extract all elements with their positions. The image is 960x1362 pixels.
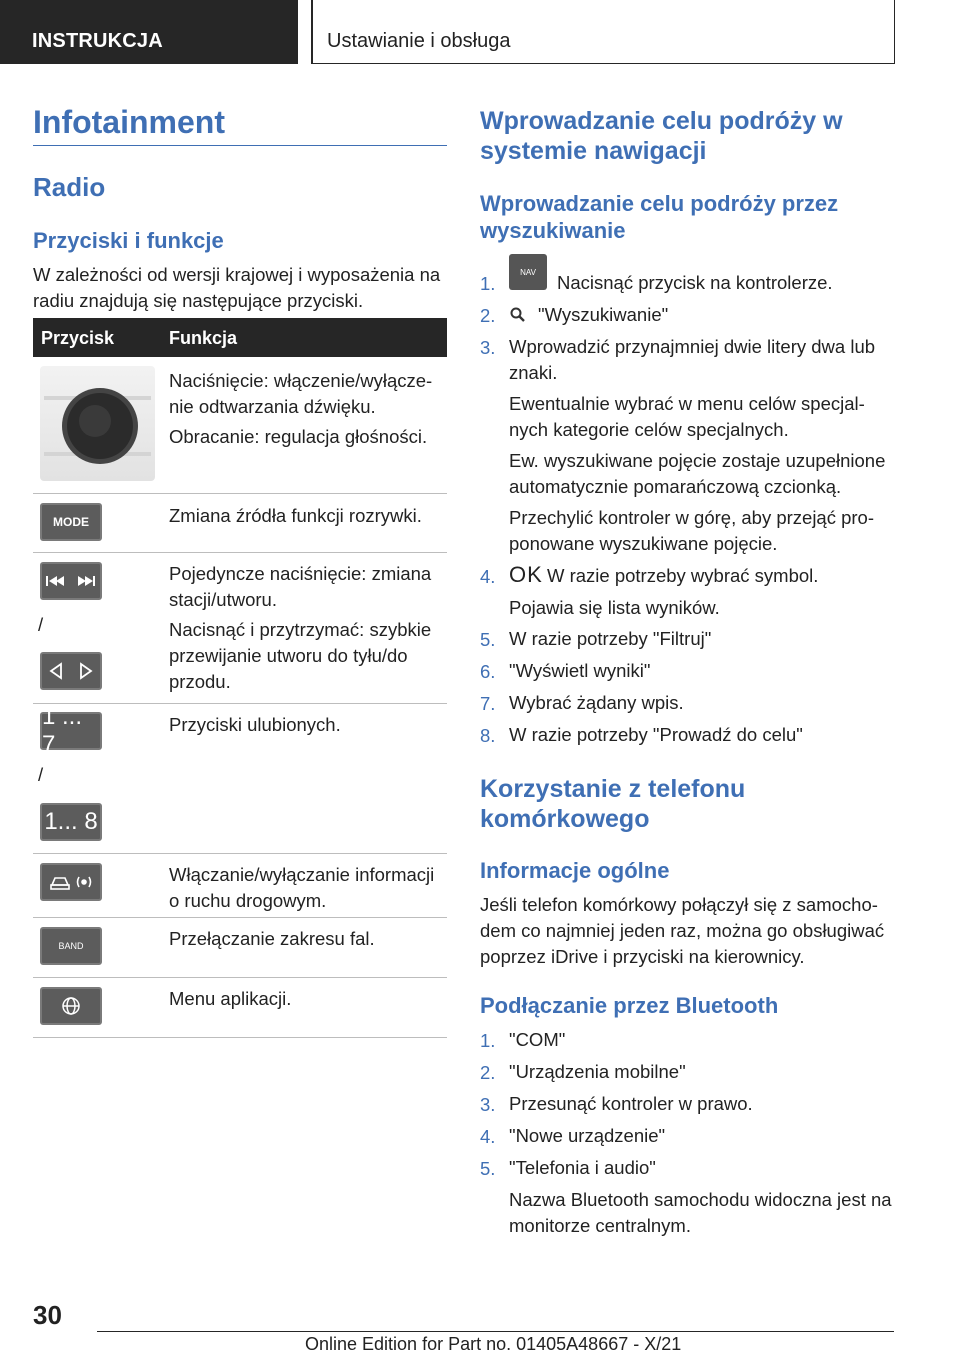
section-navigation: Wprowadzanie celu podróży w systemie nawigacji [480,107,843,165]
step-text: "Nowe urządzenie" [509,1125,666,1146]
row-divider [33,917,447,918]
step-number: 3. [480,337,496,358]
step-number: 4. [480,1126,496,1147]
row-divider [33,552,447,553]
step-text: "Telefonia i audio" [509,1157,656,1178]
step-number: 4. [480,566,496,587]
header-left-label: INSTRUKCJA [32,30,163,52]
row-divider [33,493,447,494]
step-number: 2. [480,1062,496,1083]
title-rule [33,145,447,146]
step-text: "Urządzenia mobilne" [509,1061,686,1082]
section-radio: Radio [33,172,106,202]
mode-button-icon: MODE [40,503,102,541]
row-divider [33,853,447,854]
skip-prev-next-icon [42,571,100,591]
seek-buttons-icon [40,652,102,690]
row3-text-a: Pojedyncze naciśnięcie: zmiana stacji/utworu. [169,563,432,610]
step-number: 3. [480,1094,496,1115]
favorites-1-8-icon: 1... 8 [40,803,102,841]
row1-text-a: Naciśnięcie: włączenie/wyłącze-nie odtwarzania dźwięku. [169,370,433,417]
step-number: 8. [480,725,496,746]
section-phone: Korzystanie z telefonu komórkowego [480,775,746,833]
step-text: Wprowadzić przynajmniej dwie litery dwa lub znaki. [509,336,876,383]
step-text: W razie potrzeby "Prowadź do celu" [509,724,803,745]
row-divider [33,1037,447,1038]
step-text: Przesunąć kontroler w prawo. [509,1093,753,1114]
skip-buttons-icon [40,562,102,600]
row5-text: Włączanie/wyłączanie informacji o ruchu drogowym. [169,864,435,911]
step-text: W razie potrzeby wybrać symbol. [547,565,819,586]
step-number: 5. [480,1158,496,1179]
step-text-extra: Ew. wyszukiwane pojęcie zostaje uzupełnione automatycznie pomarańczową czcionką. [509,450,886,497]
row1-text-b: Obracanie: regulacja głośności. [169,426,428,447]
footer-edition: Online Edition for Part no. 01405A48667 - X/21 [305,1334,682,1354]
nav-button-icon: NAV [509,254,547,290]
subsection-search: Wprowadzanie celu podróży przez wyszukiwanie [480,191,839,243]
row6-text: Przełączanie zakresu fal. [169,928,375,949]
general-text: Jeśli telefon komórkowy połączył się z samocho-dem co najmniej jeden raz, można go obsługiwać poprzez iDrive i przyciski na kierownicy. [480,894,885,967]
step-text: "COM" [509,1029,566,1050]
apps-menu-icon [40,987,102,1025]
header-right-label: Ustawianie i obsługa [327,30,511,52]
globe-icon [60,995,82,1017]
footer-rule [97,1331,894,1332]
step-number: 5. [480,629,496,650]
band-button-icon: BAND [40,927,102,965]
favorites-1-7-icon: 1 ... 7 [40,712,102,750]
step-text-extra: Nazwa Bluetooth samochodu widoczna jest na monitorze centralnym. [509,1189,892,1236]
row3-text-b: Nacisnąć i przytrzymać: szybkie przewijanie utworu do tyłu/do przodu. [169,619,432,692]
step-number: 1. [480,1030,496,1051]
step-text: Nacisnąć przycisk na kontrolerze. [557,272,833,293]
row-divider [33,977,447,978]
intro-text: W zależności od wersji krajowej i wyposażenia na radiu znajdują się następujące przyciski. [33,264,441,311]
step-number: 1. [480,273,496,294]
col-przycisk: Przycisk [41,328,115,348]
row4-separator: / [38,764,44,785]
col-funkcja: Funkcja [169,328,238,348]
subsection-buttons: Przyciski i funkcje [33,228,224,253]
step-number: 7. [480,693,496,714]
row7-text: Menu aplikacji. [169,988,292,1009]
step-text-extra: Przechylić kontroler w górę, aby przejąć pro-ponowane wyszukiwane pojęcie. [509,507,875,554]
table-header [33,318,447,357]
header-tab-instrukcja [0,0,298,64]
subsection-general: Informacje ogólne [480,858,670,883]
ok-icon: OK [509,562,543,587]
seek-left-right-icon [42,661,100,681]
car-signal-icon [46,871,96,893]
page-title: Infotainment [33,104,225,140]
header-section [311,0,895,64]
step-text-extra: Ewentualnie wybrać w menu celów specjal-nych kategorie celów specjalnych. [509,393,865,440]
search-icon [509,306,527,324]
page-number: 30 [33,1300,62,1330]
subsection-bluetooth: Podłączanie przez Bluetooth [480,993,779,1018]
step-number: 2. [480,305,496,326]
step-number: 6. [480,661,496,682]
row4-text: Przyciski ulubionych. [169,714,341,735]
knob-icon [40,366,155,481]
row3-separator: / [38,614,44,635]
row2-text: Zmiana źródła funkcji rozrywki. [169,505,422,526]
step-text: W razie potrzeby "Filtruj" [509,628,712,649]
step-text: "Wyświetl wyniki" [509,660,651,681]
step-text-extra: Pojawia się lista wyników. [509,597,720,618]
step-text: Wybrać żądany wpis. [509,692,684,713]
step-text: "Wyszukiwanie" [538,304,669,325]
traffic-info-icon [40,863,102,901]
volume-knob-image [40,366,155,481]
